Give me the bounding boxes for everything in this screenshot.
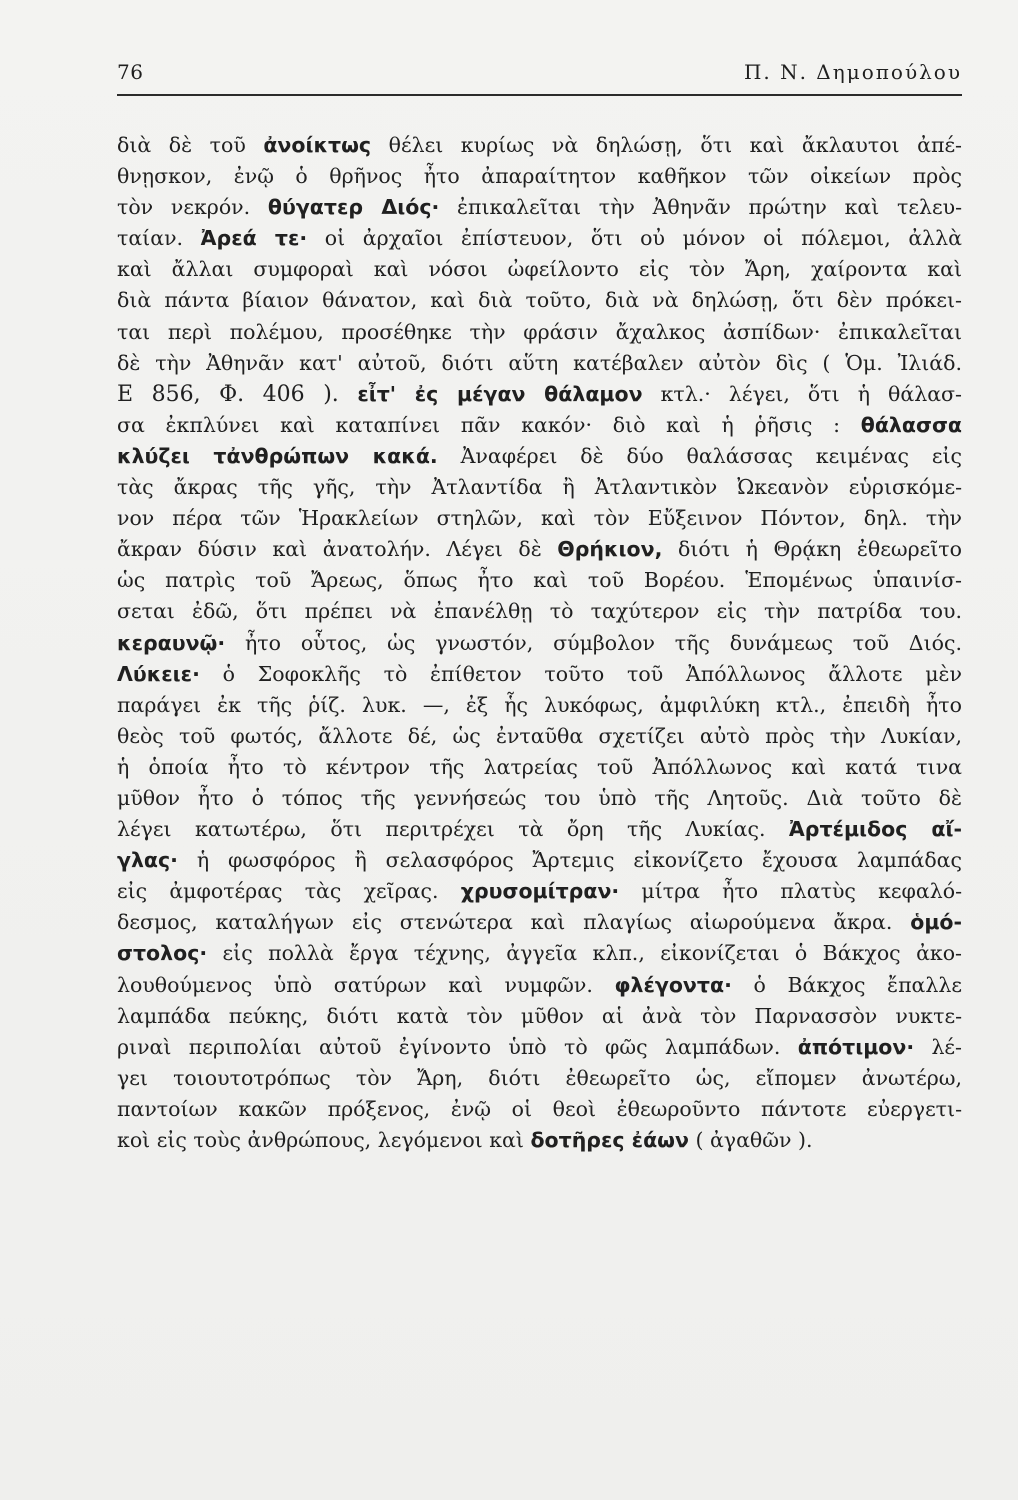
page-number: 76 xyxy=(117,60,144,84)
text-run: εἰς πολλὰ ἔργα τέχνης, ἀγγεῖα κλπ., εἰκονίζεται ὁ Βάκχος ἀκο- xyxy=(207,941,962,966)
text-line xyxy=(117,379,962,410)
text-line xyxy=(117,1063,962,1094)
text-line xyxy=(117,441,962,472)
bold-lemma: κλύζει τἀνθρώπων κακά. xyxy=(117,443,438,468)
text-line xyxy=(117,596,962,627)
bold-lemma: Ἀρεά τε· xyxy=(200,226,308,251)
text-run: δεσμος, καταλήγων εἰς στενώτερα καὶ πλαγίως αἰωρούμενα ἄκρα. xyxy=(117,910,911,935)
text-run: ται περὶ πολέμου, προσέθηκε τὴν φράσιν ἄχαλκος ἀσπίδων· ἐπικαλεῖται xyxy=(117,319,962,344)
running-head: Π. Ν. Δημοπούλου xyxy=(743,60,962,84)
text-line xyxy=(117,1094,962,1125)
bold-lemma: Λύκειε· xyxy=(117,661,200,686)
text-line xyxy=(117,130,962,161)
text-line xyxy=(117,254,962,285)
bold-lemma: χρυσομίτραν· xyxy=(460,879,620,904)
text-run: ὁ Σοφοκλῆς τὸ ἐπίθετον τοῦτο τοῦ Ἀπόλλωνος ἄλλοτε μὲν xyxy=(199,661,962,686)
text-run: ὡς πατρὶς τοῦ Ἄρεως, ὅπως ἦτο καὶ τοῦ Βορέου. Ἑπομένως ὑπαινίσ- xyxy=(117,568,962,593)
text-line xyxy=(117,876,962,907)
text-line xyxy=(117,783,962,814)
text-run: τὰς ἄκρας τῆς γῆς, τὴν Ἀτλαντίδα ἢ Ἀτλαντικὸν Ὠκεανὸν εὑρισκόμε- xyxy=(117,475,962,500)
text-line xyxy=(117,317,962,348)
text-run: λουθούμενος ὑπὸ σατύρων καὶ νυμφῶν. xyxy=(117,972,615,997)
text-line xyxy=(117,970,962,1001)
text-line xyxy=(117,814,962,845)
text-run: σεται ἐδῶ, ὅτι πρέπει νὰ ἐπανέλθῃ τὸ ταχύτερον εἰς τὴν πατρίδα του. xyxy=(117,599,962,624)
text-line xyxy=(117,192,962,223)
text-line xyxy=(117,223,962,254)
text-run: εἰς ἀμφοτέρας τὰς χεῖρας. xyxy=(117,879,461,904)
bold-lemma: ἀνοίκτως xyxy=(263,133,372,157)
text-run: διότι ἡ Θρᾴκη ἐθεωρεῖτο xyxy=(662,537,962,562)
text-line xyxy=(117,659,962,690)
text-line xyxy=(117,845,962,876)
text-run: ταίαν. xyxy=(117,226,201,251)
text-run: διὰ δὲ τοῦ xyxy=(117,133,264,157)
text-line xyxy=(117,690,962,721)
text-run: ( ἀγαθῶν ). xyxy=(688,1128,813,1152)
page-header xyxy=(117,60,962,96)
text-line xyxy=(117,1001,962,1032)
text-run: διὰ πάντα βίαιον θάνατον, καὶ διὰ τοῦτο, διὰ νὰ δηλώσῃ, ὅτι δὲν πρόκει- xyxy=(117,288,962,313)
text-run: ἦτο οὗτος, ὡς γνωστόν, σύμβολον τῆς δυνάμεως τοῦ Διός. xyxy=(225,630,962,655)
text-run: θνῃσκον, ἐνῷ ὁ θρῆνος ἦτο ἀπαραίτητον καθῆκον τῶν οἰκείων πρὸς xyxy=(117,164,962,189)
text-run: σα ἐκπλύνει καὶ καταπίνει πᾶν κακόν· διὸ καὶ ἡ ῥῆσις : xyxy=(117,412,861,437)
text-run: Ε 856, Φ. 406 ). xyxy=(117,381,358,407)
text-run: οἱ ἀρχαῖοι ἐπίστευον, ὅτι οὐ μόνον οἱ πόλεμοι, ἀλλὰ xyxy=(307,226,962,251)
text-run: λαμπάδα πεύκης, διότι κατὰ τὸν μῦθον αἱ ἀνὰ τὸν Παρνασσὸν νυκτε- xyxy=(117,1003,962,1028)
text-run: μῦθον ἦτο ὁ τόπος τῆς γεννήσεώς του ὑπὸ τῆς Λητοῦς. Διὰ τοῦτο δὲ xyxy=(117,785,962,810)
bold-lemma: φλέγοντα· xyxy=(614,972,732,997)
text-line xyxy=(117,752,962,783)
text-line xyxy=(117,1125,962,1156)
text-run: τὸν νεκρόν. xyxy=(117,195,268,220)
text-run: ριναὶ περιπολίαι αὐτοῦ ἐγίνοντο ὑπὸ τὸ φῶς λαμπάδων. xyxy=(117,1034,798,1059)
text-run: ἄκραν δύσιν καὶ ἀνατολήν. Λέγει δὲ xyxy=(117,537,558,562)
text-run: λέγει κατωτέρω, ὅτι περιτρέχει τὰ ὄρη τῆς Λυκίας. xyxy=(117,817,789,842)
bold-lemma: γλας· xyxy=(117,848,178,873)
text-run: ἡ φωσφόρος ἢ σελασφόρος Ἄρτεμις εἰκονίζετο ἔχουσα λαμπάδας xyxy=(177,848,962,873)
bold-lemma: Ἀρτέμιδος αἴ- xyxy=(788,817,962,842)
bold-lemma: δοτῆρες ἐάων xyxy=(530,1128,689,1152)
bold-lemma: ὁμό- xyxy=(910,910,962,935)
bold-lemma: θάλασσα xyxy=(860,412,962,437)
text-line xyxy=(117,503,962,534)
text-run: θεὸς τοῦ φωτός, ἄλλοτε δέ, ὡς ἐνταῦθα σχετίζει αὐτὸ πρὸς τὴν Λυκίαν, xyxy=(117,723,962,748)
text-run: Ἀναφέρει δὲ δύο θαλάσσας κειμένας εἰς xyxy=(437,443,962,468)
text-line xyxy=(117,1032,962,1063)
text-run: ἐπικαλεῖται τὴν Ἀθηνᾶν πρώτην καὶ τελευ- xyxy=(439,195,962,220)
text-run: παντοίων κακῶν πρόξενος, ἐνῷ οἱ θεοὶ ἐθεωροῦντο πάντοτε εὐεργετι- xyxy=(117,1096,962,1121)
text-line xyxy=(117,534,962,565)
text-run: ἡ ὁποία ἦτο τὸ κέντρον τῆς λατρείας τοῦ Ἀπόλλωνος καὶ κατά τινα xyxy=(117,754,962,779)
bold-lemma: ἀπότιμον· xyxy=(797,1034,915,1059)
text-line xyxy=(117,348,962,379)
text-line xyxy=(117,472,962,503)
text-run: κοὶ εἰς τοὺς ἀνθρώπους, λεγόμενοι καὶ xyxy=(117,1128,531,1152)
text-run: λέ- xyxy=(914,1034,962,1059)
text-line xyxy=(117,161,962,192)
text-line xyxy=(117,285,962,316)
text-run: παράγει ἐκ τῆς ῥίζ. λυκ. —, ἐξ ἧς λυκόφως, ἀμφιλύκη κτλ., ἐπειδὴ ἦτο xyxy=(117,692,962,717)
text-line xyxy=(117,938,962,969)
text-run: νον πέρα τῶν Ἡρακλείων στηλῶν, καὶ τὸν Εὔξεινον Πόντον, δηλ. τὴν xyxy=(117,506,962,531)
text-run: μίτρα ἦτο πλατὺς κεφαλό- xyxy=(619,879,962,904)
commentary-text xyxy=(117,130,962,1156)
bold-lemma: στολος· xyxy=(117,941,208,966)
text-line xyxy=(117,410,962,441)
text-run: ὁ Βάκχος ἔπαλλε xyxy=(731,972,962,997)
text-line xyxy=(117,565,962,596)
text-run: καὶ ἄλλαι συμφοραὶ καὶ νόσοι ὠφείλοντο εἰς τὸν Ἄρη, χαίροντα καὶ xyxy=(117,257,962,282)
text-run: κτλ.· λέγει, ὅτι ἡ θάλασ- xyxy=(642,381,962,406)
text-line xyxy=(117,907,962,938)
bold-lemma: Θρήκιον, xyxy=(557,537,663,562)
bold-lemma: εἶτ' ἐς μέγαν θάλαμον xyxy=(357,381,643,406)
text-line xyxy=(117,721,962,752)
text-run: γει τοιουτοτρόπως τὸν Ἄρη, διότι ἐθεωρεῖτο ὡς, εἴπομεν ἀνωτέρω, xyxy=(117,1065,962,1090)
bold-lemma: θύγατερ Διός· xyxy=(267,195,440,220)
text-line xyxy=(117,628,962,659)
bold-lemma: κεραυνῷ· xyxy=(117,630,226,655)
text-run: θέλει κυρίως νὰ δηλώσῃ, ὅτι καὶ ἄκλαυτοι ἀπέ- xyxy=(371,133,962,157)
text-run: δὲ τὴν Ἀθηνᾶν κατ' αὐτοῦ, διότι αὕτη κατέβαλεν αὐτὸν δὶς ( Ὁμ. Ἰλιάδ. xyxy=(117,350,962,375)
